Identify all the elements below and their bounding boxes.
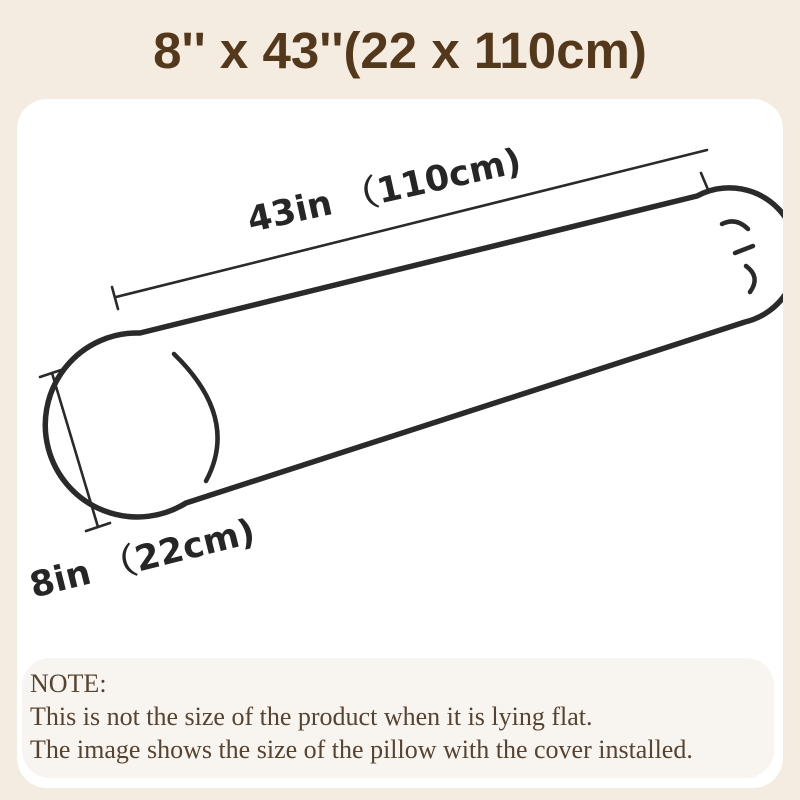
title-bar [0, 0, 800, 100]
gather-mark-top [722, 221, 748, 229]
note-heading: NOTE: [30, 669, 107, 698]
gather-mark-bottom [746, 266, 755, 292]
note-panel [22, 658, 774, 778]
note-line-1: This is not the size of the product when it is lying flat. [30, 702, 593, 731]
pillow-end-seam-arc [174, 354, 218, 481]
note-line-2: The image shows the size of the pillow with the cover installed. [30, 735, 693, 764]
length-label: 43in （110cm) [243, 141, 525, 241]
diameter-dimension-line [52, 373, 98, 527]
size-title: 8'' x 43''(22 x 110cm) [153, 21, 647, 79]
pillow-outline [45, 188, 783, 517]
diameter-label: 8in （22cm) [25, 511, 260, 607]
gather-mark-middle [735, 246, 753, 253]
length-dimension-tick-right [701, 173, 709, 192]
